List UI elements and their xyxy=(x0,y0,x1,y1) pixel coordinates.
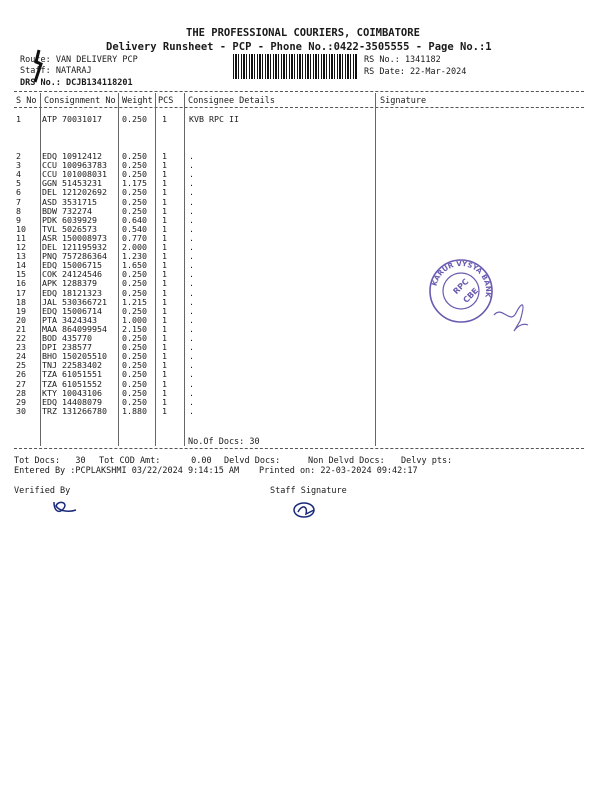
row-sno: 12 xyxy=(16,242,26,252)
row-weight: 0.250 xyxy=(122,287,147,298)
row-pcs: 1 xyxy=(162,378,167,389)
staff-label: Staff: NATARAJ xyxy=(20,66,92,76)
row-weight: 0.250 xyxy=(122,114,147,124)
row-consignment-no: PDK 6039929 xyxy=(42,214,97,225)
row-consignee-details: . xyxy=(189,323,194,334)
row-pcs: 1 xyxy=(162,396,167,407)
row-pcs: 1 xyxy=(162,369,167,380)
row-sno: 27 xyxy=(16,378,26,389)
row-sno: 1 xyxy=(16,114,21,124)
row-weight: 0.250 xyxy=(122,369,147,380)
col-consignee: Consignee Details xyxy=(188,96,275,106)
row-consignment-no: JAL 530366721 xyxy=(42,296,107,307)
row-pcs: 1 xyxy=(162,342,167,353)
row-weight: 2.000 xyxy=(122,242,147,252)
row-consignment-no: EDQ 14408079 xyxy=(42,396,102,407)
printed-on: Printed on: 22-03-2024 09:42:17 xyxy=(259,466,418,476)
row-weight: 1.215 xyxy=(122,296,147,307)
row-pcs: 1 xyxy=(162,260,167,271)
row-consignee-details: . xyxy=(189,387,194,398)
row-consignee-details: . xyxy=(189,369,194,380)
row-consignment-no: DPI 238577 xyxy=(42,342,92,353)
row-consignment-no: TRZ 131266780 xyxy=(42,405,107,416)
row-sno: 25 xyxy=(16,360,26,371)
col-weight: Weight xyxy=(122,96,153,106)
pen-mark xyxy=(30,48,48,84)
col-divider xyxy=(155,93,156,446)
row-consignment-no: ATP 70031017 xyxy=(42,114,102,124)
row-consignee-details: . xyxy=(189,169,194,180)
row-consignment-no: TZA 61051551 xyxy=(42,369,102,380)
row-weight: 0.250 xyxy=(122,187,147,198)
row-sno: 3 xyxy=(16,160,21,171)
row-weight: 0.250 xyxy=(122,342,147,353)
row-weight: 2.150 xyxy=(122,323,147,334)
header-bottom-rule xyxy=(14,107,584,108)
row-pcs: 1 xyxy=(162,405,167,416)
row-pcs: 1 xyxy=(162,232,167,243)
row-pcs: 1 xyxy=(162,296,167,307)
row-consignment-no: DEL 121195932 xyxy=(42,242,107,252)
non-delvd-docs: Non Delvd Docs: xyxy=(308,456,385,466)
row-consignee-details: KVB RPC II xyxy=(189,114,239,124)
row-consignee-details: . xyxy=(189,232,194,243)
row-sno: 29 xyxy=(16,396,26,407)
row-consignment-no: ASD 3531715 xyxy=(42,196,97,207)
row-sno: 7 xyxy=(16,196,21,207)
row-pcs: 1 xyxy=(162,214,167,225)
row-consignee-details: . xyxy=(189,205,194,216)
row-weight: 1.880 xyxy=(122,405,147,416)
delvy-pts: Delvy pts: xyxy=(401,456,453,466)
row-sno: 30 xyxy=(16,405,26,416)
verified-by-label: Verified By xyxy=(14,486,71,496)
row-pcs: 1 xyxy=(162,160,167,171)
entered-by: Entered By :PCPLAKSHMI 03/22/2024 9:14:15 AM xyxy=(14,466,240,476)
row-consignment-no: ASR 150008973 xyxy=(42,232,107,243)
row-consignee-details: . xyxy=(189,260,194,271)
row-sno: 4 xyxy=(16,169,21,180)
row-weight: 0.540 xyxy=(122,223,147,234)
row-consignee-details: . xyxy=(189,242,194,252)
row-consignee-details: . xyxy=(189,360,194,371)
row-weight: 1.000 xyxy=(122,314,147,325)
row-consignee-details: . xyxy=(189,342,194,353)
runsheet-subtitle: Delivery Runsheet - PCP - Phone No.:0422-3505555 - Page No.:1 xyxy=(106,41,492,53)
no-of-docs: No.Of Docs: 30 xyxy=(188,437,260,447)
row-consignee-details: . xyxy=(189,160,194,171)
row-weight: 0.250 xyxy=(122,396,147,407)
table-bottom-rule xyxy=(14,448,584,449)
row-pcs: 1 xyxy=(162,278,167,289)
row-pcs: 1 xyxy=(162,287,167,298)
row-consignment-no: EDQ 15006715 xyxy=(42,260,102,271)
row-sno: 5 xyxy=(16,178,21,189)
row-consignment-no: PTA 3424343 xyxy=(42,314,97,325)
header-top-rule xyxy=(14,91,584,92)
row-weight: 0.250 xyxy=(122,387,147,398)
row-consignee-details: . xyxy=(189,405,194,416)
row-pcs: 1 xyxy=(162,387,167,398)
row-weight: 0.250 xyxy=(122,333,147,343)
row-weight: 0.250 xyxy=(122,205,147,216)
row-weight: 0.640 xyxy=(122,214,147,225)
row-sno: 26 xyxy=(16,369,26,380)
row-consignee-details: . xyxy=(189,287,194,298)
row-pcs: 1 xyxy=(162,205,167,216)
row-consignee-details: . xyxy=(189,187,194,198)
row-consignment-no: EDQ 15006714 xyxy=(42,305,102,316)
row-consignment-no: EDQ 18121323 xyxy=(42,287,102,298)
col-divider xyxy=(184,93,185,446)
col-divider xyxy=(375,93,376,446)
row-weight: 0.770 xyxy=(122,232,147,243)
row-pcs: 1 xyxy=(162,323,167,334)
row-consignee-details: . xyxy=(189,314,194,325)
row-pcs: 1 xyxy=(162,223,167,234)
delvd-docs: Delvd Docs: xyxy=(224,456,281,466)
row-weight: 0.250 xyxy=(122,360,147,371)
col-divider xyxy=(118,93,119,446)
row-consignee-details: . xyxy=(189,378,194,389)
row-consignment-no: GGN 51453231 xyxy=(42,178,102,189)
row-consignment-no: COK 24124546 xyxy=(42,269,102,280)
row-sno: 6 xyxy=(16,187,21,198)
route-label: Route: VAN DELIVERY PCP xyxy=(20,55,138,65)
row-consignment-no: CCU 100963783 xyxy=(42,160,107,171)
row-consignment-no: PNQ 757286364 xyxy=(42,251,107,262)
col-signature: Signature xyxy=(380,96,427,106)
row-sno: 28 xyxy=(16,387,26,398)
row-weight: 1.230 xyxy=(122,251,147,262)
row-consignment-no: CCU 101008031 xyxy=(42,169,107,180)
stamp-signature xyxy=(490,295,530,333)
row-consignment-no: BOD 435770 xyxy=(42,333,92,343)
row-sno: 21 xyxy=(16,323,26,334)
row-pcs: 1 xyxy=(162,269,167,280)
row-consignee-details: . xyxy=(189,214,194,225)
row-weight: 0.250 xyxy=(122,351,147,362)
row-sno: 19 xyxy=(16,305,26,316)
row-pcs: 1 xyxy=(162,242,167,252)
row-sno: 11 xyxy=(16,232,26,243)
row-sno: 2 xyxy=(16,151,21,161)
row-pcs: 1 xyxy=(162,314,167,325)
row-sno: 14 xyxy=(16,260,26,271)
col-pcs: PCS xyxy=(158,96,174,106)
row-consignment-no: TVL 5026573 xyxy=(42,223,97,234)
row-consignment-no: BHO 150205510 xyxy=(42,351,107,362)
row-pcs: 1 xyxy=(162,360,167,371)
row-sno: 24 xyxy=(16,351,26,362)
row-sno: 20 xyxy=(16,314,26,325)
row-sno: 23 xyxy=(16,342,26,353)
row-consignee-details: . xyxy=(189,278,194,289)
row-sno: 16 xyxy=(16,278,26,289)
row-consignment-no: KTY 10043106 xyxy=(42,387,102,398)
row-weight: 0.250 xyxy=(122,305,147,316)
col-divider xyxy=(40,93,41,446)
row-sno: 22 xyxy=(16,333,26,343)
row-consignee-details: . xyxy=(189,305,194,316)
row-sno: 18 xyxy=(16,296,26,307)
row-sno: 13 xyxy=(16,251,26,262)
row-pcs: 1 xyxy=(162,151,167,161)
row-consignee-details: . xyxy=(189,351,194,362)
row-consignee-details: . xyxy=(189,251,194,262)
row-weight: 1.650 xyxy=(122,260,147,271)
row-weight: 0.250 xyxy=(122,378,147,389)
row-weight: 0.250 xyxy=(122,151,147,161)
stamp-ring-text: KARUR VYSYA BANK xyxy=(430,259,493,298)
row-consignee-details: . xyxy=(189,333,194,343)
row-consignment-no: TZA 61051552 xyxy=(42,378,102,389)
row-sno: 8 xyxy=(16,205,21,216)
verified-signature xyxy=(50,498,80,518)
row-consignment-no: BDW 732274 xyxy=(42,205,92,216)
row-pcs: 1 xyxy=(162,196,167,207)
row-pcs: 1 xyxy=(162,305,167,316)
rs-number: RS No.: 1341182 xyxy=(364,55,441,65)
row-sno: 10 xyxy=(16,223,26,234)
row-consignment-no: TNJ 22583402 xyxy=(42,360,102,371)
row-pcs: 1 xyxy=(162,333,167,343)
row-consignee-details: . xyxy=(189,396,194,407)
row-pcs: 1 xyxy=(162,187,167,198)
row-sno: 9 xyxy=(16,214,21,225)
drs-number: DRS No.: DCJB134118201 xyxy=(20,78,133,88)
row-weight: 0.250 xyxy=(122,278,147,289)
row-consignment-no: MAA 864099954 xyxy=(42,323,107,334)
row-pcs: 1 xyxy=(162,251,167,262)
row-pcs: 1 xyxy=(162,169,167,180)
tot-docs: Tot Docs: 30 xyxy=(14,456,86,466)
barcode xyxy=(233,54,358,79)
row-weight: 0.250 xyxy=(122,160,147,171)
col-consignment: Consignment No xyxy=(44,96,116,106)
row-pcs: 1 xyxy=(162,351,167,362)
stamp-cbe: CBE xyxy=(461,286,481,305)
rs-date: RS Date: 22-Mar-2024 xyxy=(364,67,467,77)
row-pcs: 1 xyxy=(162,178,167,189)
staff-signature-label: Staff Signature xyxy=(270,486,347,496)
staff-signature xyxy=(290,500,320,520)
row-consignment-no: EDQ 10912412 xyxy=(42,151,102,161)
row-consignment-no: APK 1288379 xyxy=(42,278,97,289)
tot-cod: Tot COD Amt: 0.00 xyxy=(99,456,212,466)
row-consignee-details: . xyxy=(189,196,194,207)
row-consignee-details: . xyxy=(189,151,194,161)
row-pcs: 1 xyxy=(162,114,167,124)
row-consignment-no: DEL 121202692 xyxy=(42,187,107,198)
row-consignee-details: . xyxy=(189,223,194,234)
company-title: THE PROFESSIONAL COURIERS, COIMBATORE xyxy=(186,27,420,39)
row-consignee-details: . xyxy=(189,269,194,280)
row-sno: 15 xyxy=(16,269,26,280)
row-consignee-details: . xyxy=(189,178,194,189)
row-weight: 0.250 xyxy=(122,269,147,280)
stamp-rpc: RPC xyxy=(451,276,471,297)
col-sno: S No xyxy=(16,96,37,106)
row-weight: 0.250 xyxy=(122,169,147,180)
row-sno: 17 xyxy=(16,287,26,298)
row-weight: 0.250 xyxy=(122,196,147,207)
row-consignee-details: . xyxy=(189,296,194,307)
row-weight: 1.175 xyxy=(122,178,147,189)
